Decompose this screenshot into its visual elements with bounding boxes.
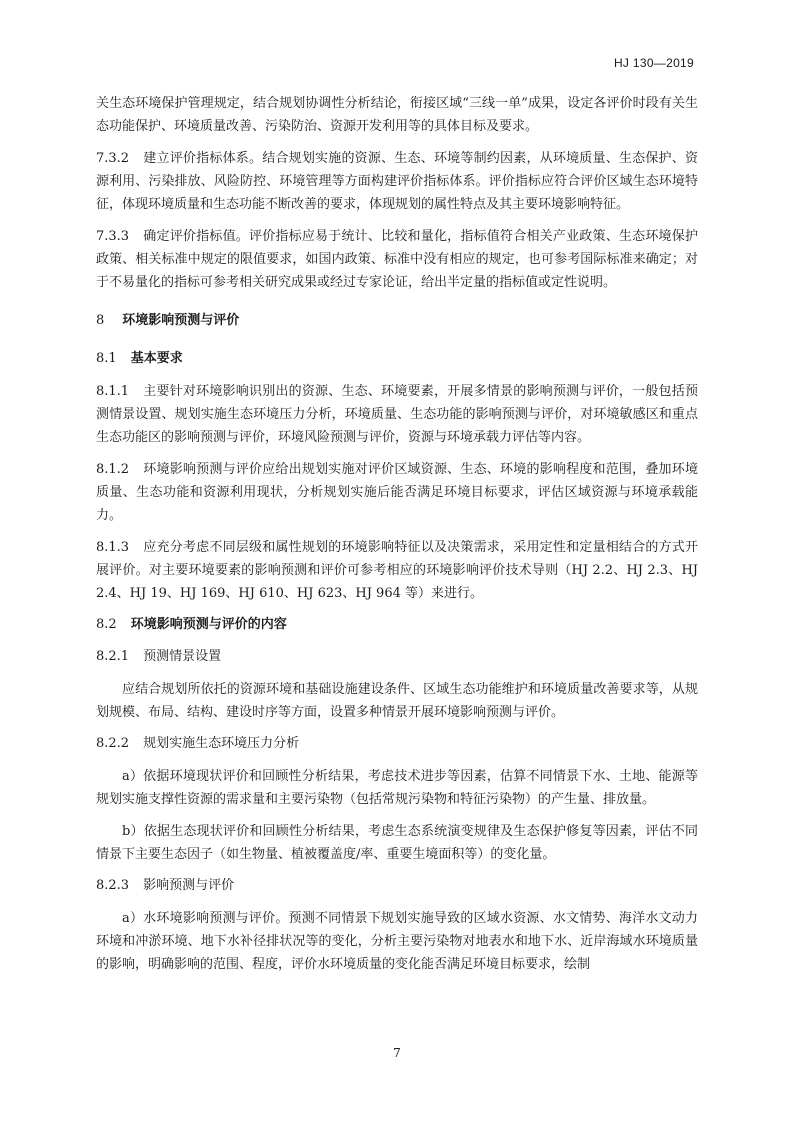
chapter-8-heading [96, 310, 698, 332]
section-number: 8.2 [96, 617, 117, 632]
clause-text: 应充分考虑不同层级和属性规划的环境影响特征以及决策需求，采用定性和定量相结合的方式开展评价。对主要环境要素的影响预测和评价可参考相应的环境影响评价技术导则（HJ 2.2、HJ 2.3、HJ 2.4、HJ 19、HJ 169、HJ 610、HJ 623、HJ 964 等）来进行。 [96, 540, 698, 601]
paragraph-8-2-1: 应结合规划所依托的资源环境和基础设施建设条件、区域生态功能维护和环境质量改善要求等，从规划规模、布局、结构、建设时序等方面，设置多种情景开展环境影响预测与评价。 [96, 682, 698, 720]
chapter-number: 8 [96, 313, 105, 328]
clause-text: 主要针对环境影响识别出的资源、生态、环境要素，开展多情景的影响预测与评价，一般包括预测情景设置、规划实施生态环境压力分析，环境质量、生态功能的影响预测与评价，对环境敏感区和重点生态功能区的影响预测与评价，环境风险预测与评价，资源与环境承载力评估等内容。 [96, 384, 698, 445]
subsection-title: 影响预测与评价 [143, 878, 235, 893]
clause-8-1-1 [96, 380, 698, 449]
page-number: 7 [393, 1046, 401, 1060]
section-8-1-heading [96, 348, 698, 370]
clause-text: 确定评价指标值。评价指标应易于统计、比较和量化，指标值符合相关产业政策、生态环境保护政策、相关标准中规定的限值要求，如国内政策、标准中没有相应的规定，也可参考国际标准来确定；对于不易量化的指标可参考相关研究成果或经过专家论证，给出半定量的指标值或定性说明。 [96, 229, 698, 290]
list-item-8-2-3-a: a）水环境影响预测与评价。预测不同情景下规划实施导致的区域水资源、水文情势、海洋水文动力环境和冲淤环境、地下水补径排状况等的变化，分析主要污染物对地表水和地下水、近岸海域水环境质量的影响，明确影响的范围、程度，评价水环境质量的变化能否满足环境目标要求，绘制 [96, 911, 698, 972]
subsection-8-2-1-heading [96, 646, 698, 668]
clause-7-3-2 [96, 147, 698, 216]
clause-text: 建立评价指标体系。结合规划实施的资源、生态、环境等制约因素，从环境质量、生态保护、资源利用、污染排放、风险防控、环境管理等方面构建评价指标体系。评价指标应符合评价区域生态环境特征，体现环境质量和生态功能不断改善的要求，体现规划的属性特点及其主要环境影响特征。 [96, 151, 698, 212]
clause-number: 7.3.2 [96, 151, 130, 166]
paragraph-continuation: 关生态环境保护管理规定，结合规划协调性分析结论，衔接区域“三线一单”成果，设定各评价时段有关生态功能保护、环境质量改善、污染防治、资源开发利用等的具体目标及要求。 [96, 96, 698, 134]
section-title: 基本要求 [130, 351, 183, 366]
subsection-8-2-3-heading [96, 875, 698, 897]
subsection-number: 8.2.2 [96, 736, 130, 751]
section-8-2-heading [96, 614, 698, 636]
clause-number: 8.1.1 [96, 384, 130, 399]
list-item-8-2-2-a: a）依据环境现状评价和回顾性分析结果，考虑技术进步等因素，估算不同情景下水、土地、能源等规划实施支撑性资源的需求量和主要污染物（包括常规污染物和特征污染物）的产生量、排放量。 [96, 769, 698, 807]
section-title: 环境影响预测与评价的内容 [130, 617, 287, 632]
document-body [96, 92, 698, 985]
clause-8-1-3 [96, 536, 698, 605]
subsection-title: 规划实施生态环境压力分析 [143, 736, 300, 751]
subsection-number: 8.2.3 [96, 878, 130, 893]
subsection-title: 预测情景设置 [143, 649, 222, 664]
subsection-8-2-2-heading [96, 733, 698, 755]
clause-8-1-2 [96, 458, 698, 527]
subsection-number: 8.2.1 [96, 649, 130, 664]
clause-text: 环境影响预测与评价应给出规划实施对评价区域资源、生态、环境的影响程度和范围，叠加环境质量、生态功能和资源利用现状，分析规划实施后能否满足环境目标要求，评估区域资源与环境承载能力。 [96, 462, 698, 523]
list-item-8-2-2-b: b）依据生态现状评价和回顾性分析结果，考虑生态系统演变规律及生态保护修复等因素，评估不同情景下主要生态因子（如生物量、植被覆盖度/率、重要生境面积等）的变化量。 [96, 824, 698, 862]
document-code-header: HJ 130—2019 [613, 56, 694, 70]
clause-number: 8.1.3 [96, 540, 130, 555]
clause-number: 7.3.3 [96, 229, 130, 244]
chapter-title: 环境影响预测与评价 [122, 313, 240, 328]
clause-7-3-3 [96, 225, 698, 294]
section-number: 8.1 [96, 351, 117, 366]
clause-number: 8.1.2 [96, 462, 130, 477]
